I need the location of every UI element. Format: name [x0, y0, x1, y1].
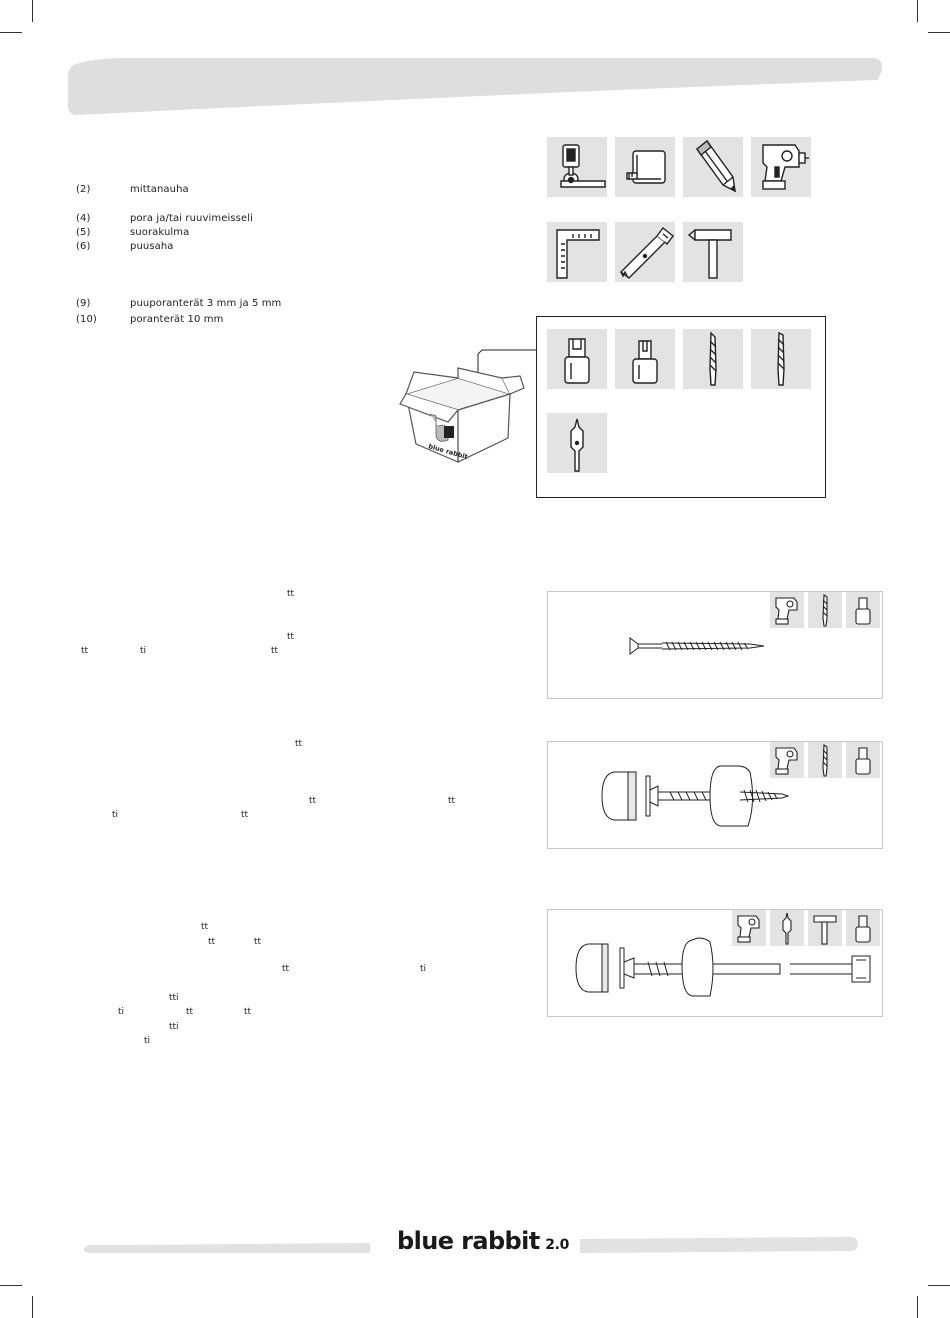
ligature-glyph: tti	[169, 993, 179, 1003]
list-number: (6)	[76, 241, 91, 252]
ligature-glyph: tt	[309, 796, 317, 806]
hammer-icon	[683, 222, 743, 282]
cap-screw-assembly-icon	[598, 762, 798, 832]
ligature-glyph: tt	[201, 922, 209, 932]
ligature-glyph: ti	[420, 964, 427, 974]
brand-logo-version: 2.0	[545, 1237, 570, 1253]
ligature-glyph: tt	[282, 964, 290, 974]
crop-mark	[928, 32, 950, 33]
hand-saw-icon	[615, 222, 675, 282]
threaded-rod-assembly-icon	[574, 936, 874, 1000]
brand-logo	[397, 1227, 569, 1255]
list-label: poranterät 10 mm	[130, 314, 224, 325]
pencil-icon	[683, 137, 743, 197]
ligature-glyph: ti	[140, 646, 147, 656]
crop-mark	[0, 1285, 22, 1286]
torx-bit-icon	[846, 742, 880, 778]
wood-drill-bit-icon	[683, 329, 743, 389]
list-label: mittanauha	[130, 184, 189, 195]
footer-band-right	[578, 1235, 860, 1255]
ligature-glyph: tti	[169, 1022, 179, 1032]
brand-logo-text: blue rabbit	[397, 1227, 540, 1255]
list-number: (10)	[76, 314, 97, 325]
ligature-glyph: tt	[241, 810, 249, 820]
crop-mark	[32, 0, 33, 22]
header-band	[66, 56, 884, 118]
list-number: (5)	[76, 227, 91, 238]
torx-bit-icon	[547, 329, 607, 389]
box-logo-text: blue rabbit	[427, 442, 469, 462]
ligature-glyph: ti	[144, 1036, 151, 1046]
step-panel	[547, 591, 883, 699]
list-label: puusaha	[130, 241, 174, 252]
drill-icon	[770, 592, 804, 628]
list-number: (4)	[76, 213, 91, 224]
ligature-glyph: tt	[287, 589, 295, 599]
list-number: (9)	[76, 298, 91, 309]
ligature-glyph: tt	[81, 646, 89, 656]
torx-bit-icon	[615, 329, 675, 389]
footer-band-left	[82, 1241, 372, 1255]
ligature-glyph: tt	[208, 937, 216, 947]
cardboard-box-icon	[398, 364, 530, 466]
list-label: pora ja/tai ruuvimeisseli	[130, 213, 253, 224]
crop-mark	[917, 0, 918, 22]
crop-mark	[0, 32, 22, 33]
ligature-glyph: tt	[295, 739, 303, 749]
drill-bit-icon	[808, 592, 842, 628]
ligature-glyph: ti	[118, 1007, 125, 1017]
step-panel	[547, 741, 883, 849]
ligature-glyph: tt	[448, 796, 456, 806]
wood-screw-icon	[626, 636, 768, 658]
ligature-glyph: ti	[112, 810, 119, 820]
drill-bit-icon	[808, 742, 842, 778]
drill-bit-icon	[751, 329, 811, 389]
socket-wrench-icon	[547, 137, 607, 197]
crop-mark	[917, 1296, 918, 1318]
ligature-glyph: tt	[186, 1007, 194, 1017]
list-label: suorakulma	[130, 227, 190, 238]
step-panel	[547, 909, 883, 1017]
ligature-glyph: tt	[244, 1007, 252, 1017]
tape-measure-icon	[615, 137, 675, 197]
ligature-glyph: tt	[287, 632, 295, 642]
spade-bit-icon	[547, 413, 607, 473]
torx-bit-icon	[846, 592, 880, 628]
list-number: (2)	[76, 184, 91, 195]
crop-mark	[928, 1285, 950, 1286]
square-ruler-icon	[547, 222, 607, 282]
drill-icon	[751, 137, 811, 197]
crop-mark	[32, 1296, 33, 1318]
list-label: puuporanterät 3 mm ja 5 mm	[130, 298, 282, 309]
ligature-glyph: tt	[254, 937, 262, 947]
ligature-glyph: tt	[271, 646, 279, 656]
